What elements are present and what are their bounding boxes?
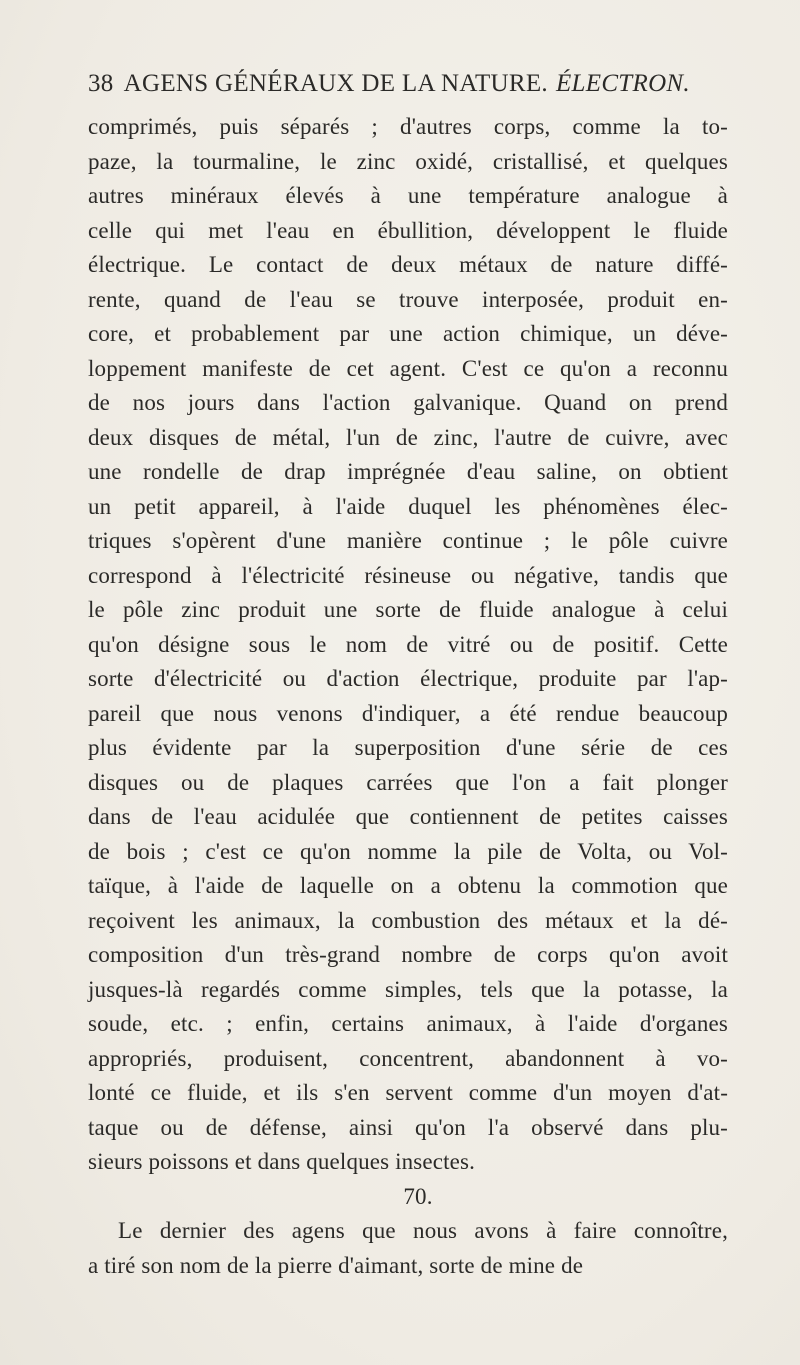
text-line: électrique. Le contact de deux métaux de nature diffé- <box>88 252 728 277</box>
text-line: core, et probablement par une action chimique, un déve- <box>88 321 728 346</box>
text-line: loppement manifeste de cet agent. C'est ce qu'on a reconnu <box>88 355 728 381</box>
text-line: un petit appareil, à l'aide duquel les phénomènes élec- <box>88 493 728 519</box>
text-line: taque ou de défense, ainsi qu'on l'a observé dans plu- <box>88 1114 728 1140</box>
text-line: pareil que nous venons d'indiquer, a été rendue beaucoup <box>88 700 728 726</box>
running-header <box>88 66 728 102</box>
text-line: paze, la tourmaline, le zinc oxidé, cristallisé, et quelques <box>88 148 728 174</box>
text-line: reçoivent les animaux, la combustion des métaux et la dé- <box>88 907 728 933</box>
text-line: le pôle zinc produit une sorte de fluide analogue à celui <box>88 597 728 622</box>
section-number: 70. <box>403 1183 433 1209</box>
running-subtitle: ÉLECTRON. <box>555 70 690 97</box>
text-line: de nos jours dans l'action galvanique. Quand on prend <box>88 390 728 415</box>
body-text <box>88 110 728 1283</box>
text-line: deux disques de métal, l'un de zinc, l'autre de cuivre, avec <box>88 424 728 450</box>
text-line: lonté ce fluide, et ils s'en servent comme d'un moyen d'at- <box>88 1080 728 1105</box>
text-line: une rondelle de drap imprégnée d'eau saline, on obtient <box>88 459 728 484</box>
text-line: Le dernier des agens que nous avons à faire connoître, <box>118 1218 728 1243</box>
text-line: composition d'un très-grand nombre de corps qu'on avoit <box>88 942 728 967</box>
text-line: appropriés, produisent, concentrent, abandonnent à vo- <box>88 1045 728 1071</box>
text-line: celle qui met l'eau en ébullition, développent le fluide <box>88 217 728 243</box>
text-line: plus évidente par la superposition d'une série de ces <box>88 735 728 760</box>
text-line: dans de l'eau acidulée que contiennent de petites caisses <box>88 804 728 829</box>
text-line: disques ou de plaques carrées que l'on a fait plonger <box>88 769 728 795</box>
text-line: taïque, à l'aide de laquelle on a obtenu la commotion que <box>88 873 728 898</box>
text-line: soude, etc. ; enfin, certains animaux, à l'aide d'organes <box>88 1011 728 1036</box>
text-line: qu'on désigne sous le nom de vitré ou de positif. Cette <box>88 631 728 657</box>
text-line: triques s'opèrent d'une manière continue ; le pôle cuivre <box>88 528 728 553</box>
text-line: sorte d'électricité ou d'action électrique, produite par l'ap- <box>88 666 728 691</box>
text-line: a tiré son nom de la pierre d'aimant, sorte de mine de <box>88 1252 584 1278</box>
paragraph-2 <box>88 1214 728 1283</box>
text-line: comprimés, puis séparés ; d'autres corps, comme la to- <box>88 114 728 139</box>
text-line: correspond à l'électricité résineuse ou négative, tandis que <box>88 562 728 588</box>
text-line: autres minéraux élevés à une température analogue à <box>88 183 728 208</box>
text-line: rente, quand de l'eau se trouve interposée, produit en- <box>88 286 728 312</box>
running-title: AGENS GÉNÉRAUX DE LA NATURE. <box>123 70 548 97</box>
text-line: de bois ; c'est ce qu'on nomme la pile de Volta, ou Vol- <box>88 838 728 864</box>
page-number: 38 <box>88 70 114 97</box>
text-line: sieurs poissons et dans quelques insectes. <box>88 1149 476 1174</box>
text-line: jusques-là regardés comme simples, tels que la potasse, la <box>88 976 728 1002</box>
paragraph-1 <box>88 110 728 1180</box>
